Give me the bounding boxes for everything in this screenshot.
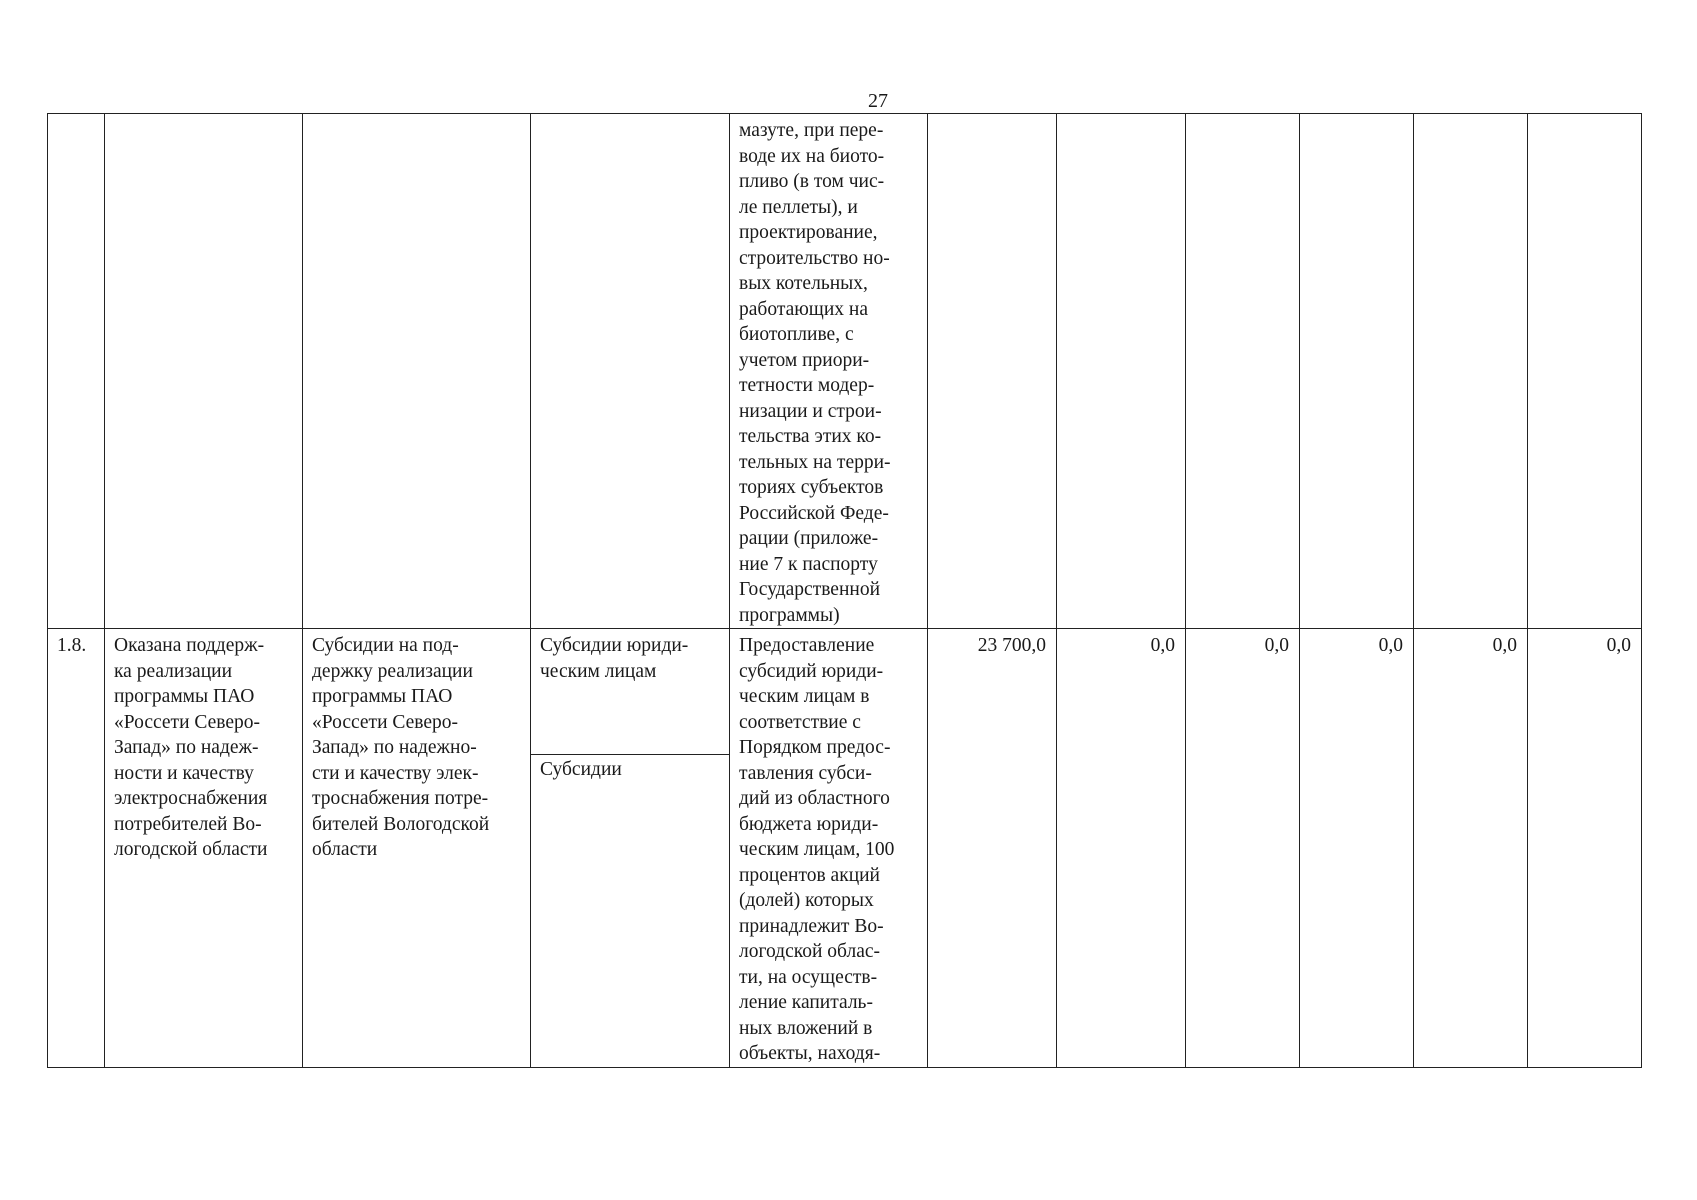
table-row-1-8 <box>48 629 1642 1068</box>
cell-description-continuation: мазуте, при пере- воде их на биото- пливо (в том чис- ле пеллеты), и проектирование, строительство но- вых котельных, работающих на биотопливе, с учетом приори- тетности модер- низации и строи- тельства этих ко- тельных на терри- ториях субъектов Российской Феде- рации (приложе- ние 7 к паспорту Государственной программы) <box>730 114 928 629</box>
cell-value-2: 0,0 <box>1057 629 1186 1068</box>
cell-value-empty-6 <box>1528 114 1642 629</box>
cell-type-empty <box>531 114 730 629</box>
cell-value-1: 23 700,0 <box>928 629 1057 1068</box>
row-index: 1.8. <box>48 629 105 1068</box>
cell-value-empty-4 <box>1300 114 1414 629</box>
table-row-continuation <box>48 114 1642 629</box>
cell-measure-empty <box>303 114 531 629</box>
cell-index-empty <box>48 114 105 629</box>
cell-type-legal-entities: Субсидии юриди- ческим лицам <box>531 633 729 755</box>
cell-measure: Субсидии на под- держку реализации программы ПАО «Россети Северо- Запад» по надежно- сти и качеству элек- троснабжения потре- бителей Вологодской области <box>303 629 531 1068</box>
cell-result-empty <box>105 114 303 629</box>
cell-value-6: 0,0 <box>1528 629 1642 1068</box>
cell-value-empty-3 <box>1186 114 1300 629</box>
cell-value-empty-5 <box>1414 114 1528 629</box>
cell-value-empty-2 <box>1057 114 1186 629</box>
cell-value-empty-1 <box>928 114 1057 629</box>
cell-value-4: 0,0 <box>1300 629 1414 1068</box>
page-number: 27 <box>868 90 888 112</box>
cell-value-3: 0,0 <box>1186 629 1300 1068</box>
cell-type <box>531 629 730 1068</box>
cell-type-subsidies: Субсидии <box>540 759 622 780</box>
program-table <box>47 113 1642 1068</box>
cell-result: Оказана поддерж- ка реализации программы ПАО «Россети Северо- Запад» по надеж- ности и качеству электроснабжения потребителей Во- логодской области <box>105 629 303 1068</box>
cell-value-5: 0,0 <box>1414 629 1528 1068</box>
cell-description: Предоставление субсидий юриди- ческим лицам в соответствие с Порядком предос- тавления субси- дий из областного бюджета юриди- ческим лицам, 100 процентов акций (долей) которых принадлежит Во- логодской облас- ти, на осуществ- ление капиталь- ных вложений в объекты, находя- <box>730 629 928 1068</box>
